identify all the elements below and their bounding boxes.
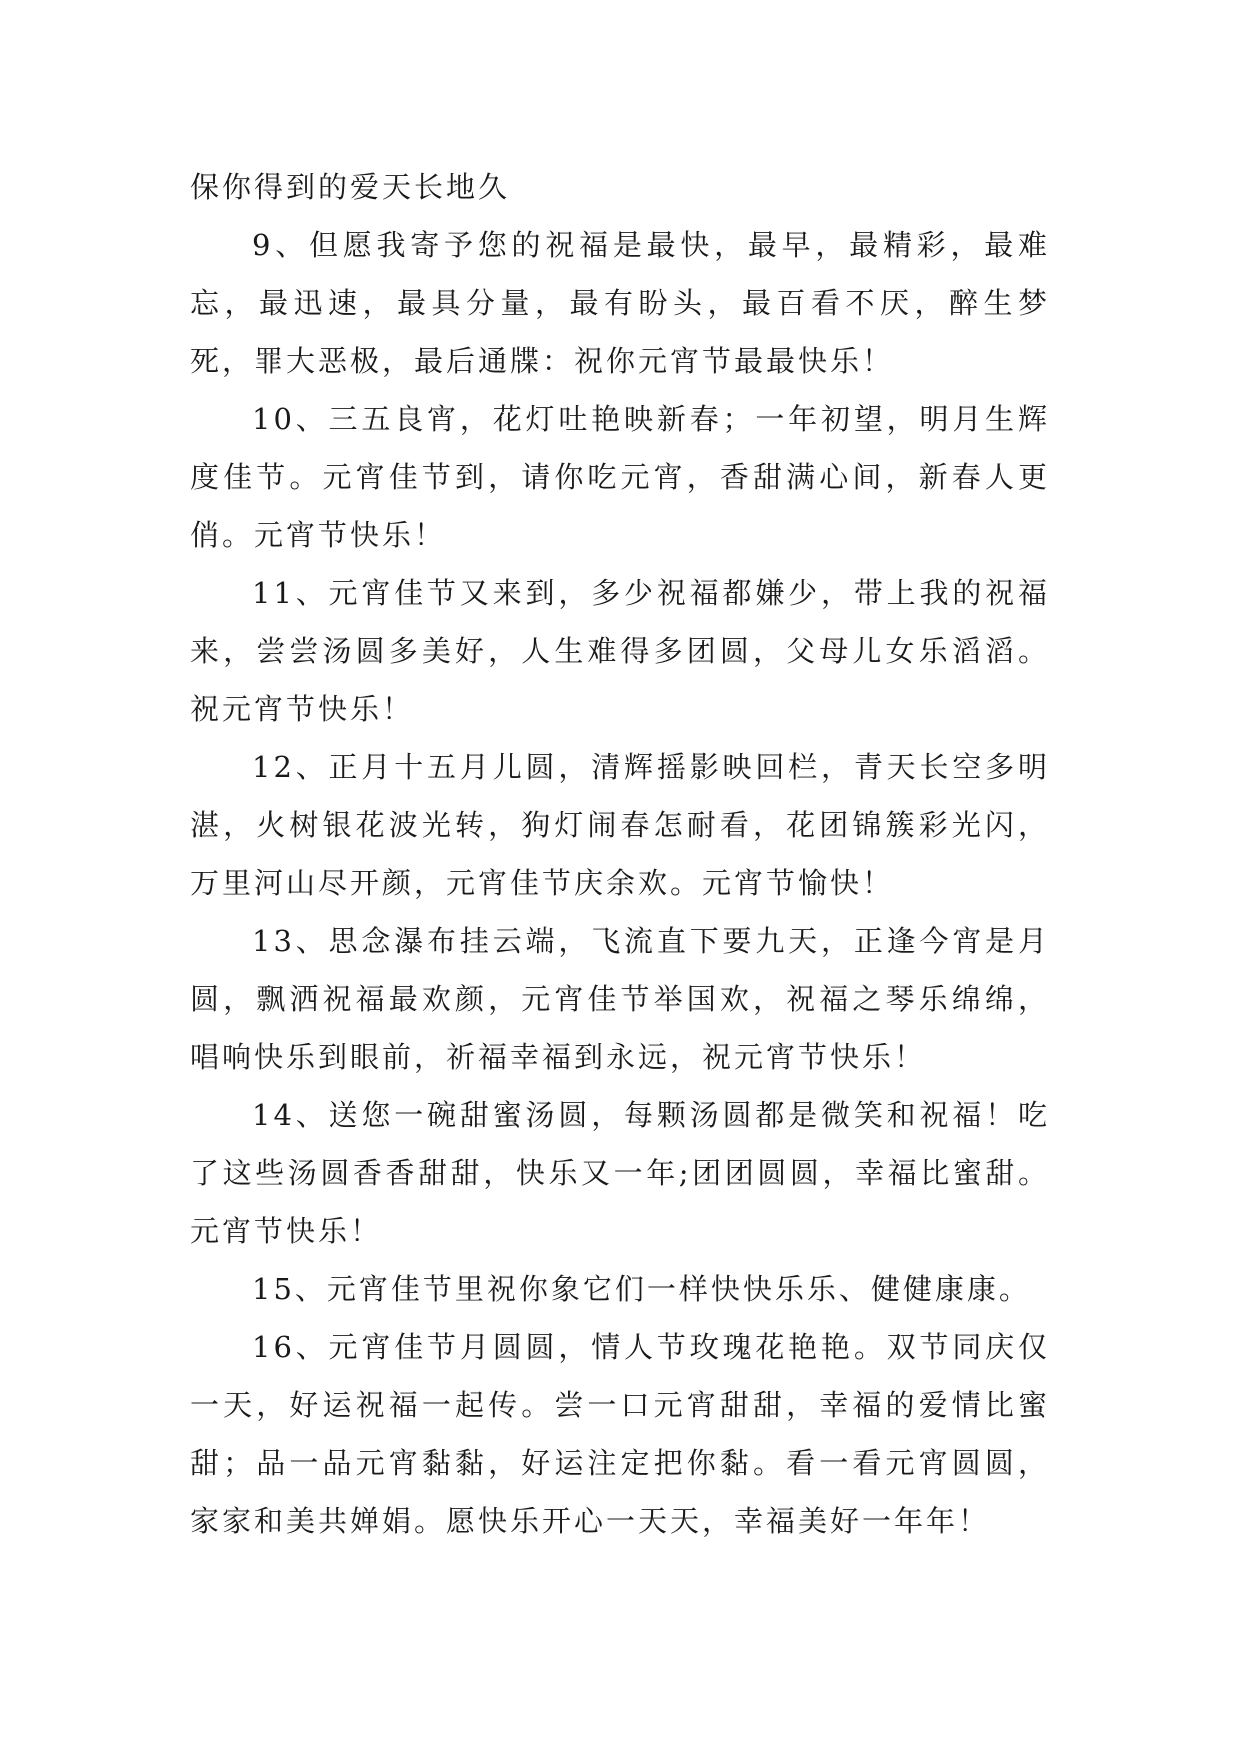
paragraph-item-10: 10、三五良宵，花灯吐艳映新春；一年初望，明月生辉度佳节。元宵佳节到，请你吃元宵，香甜满心间，新春人更俏。元宵节快乐！ xyxy=(190,402,1050,552)
paragraph-item-15: 15、元宵佳节里祝你象它们一样快快乐乐、健健康康。 xyxy=(252,1272,1031,1306)
paragraph-item-12: 12、正月十五月儿圆，清辉摇影映回栏，青天长空多明湛，火树银花波光转，狗灯闹春怎耐看，花团锦簇彩光闪，万里河山尽开颜，元宵佳节庆余欢。元宵节愉快！ xyxy=(190,750,1050,900)
paragraph-item-14: 14、送您一碗甜蜜汤圆，每颗汤圆都是微笑和祝福！吃了这些汤圆香香甜甜，快乐又一年;团团圆圆，幸福比蜜甜。元宵节快乐！ xyxy=(190,1098,1050,1248)
paragraph-continued: 保你得到的爱天长地久 xyxy=(190,170,511,204)
document-body xyxy=(190,158,1050,1550)
paragraph-item-9: 9、但愿我寄予您的祝福是最快，最早，最精彩，最难忘，最迅速，最具分量，最有盼头，最百看不厌，醉生梦死，罪大恶极，最后通牒：祝你元宵节最最快乐！ xyxy=(190,228,1050,378)
paragraph-item-16: 16、元宵佳节月圆圆，情人节玫瑰花艳艳。双节同庆仅一天，好运祝福一起传。尝一口元宵甜甜，幸福的爱情比蜜甜；品一品元宵黏黏，好运注定把你黏。看一看元宵圆圆，家家和美共婵娟。愿快乐开心一天天，幸福美好一年年！ xyxy=(190,1330,1050,1538)
paragraph-item-11: 11、元宵佳节又来到，多少祝福都嫌少，带上我的祝福来，尝尝汤圆多美好，人生难得多团圆，父母儿女乐滔滔。祝元宵节快乐！ xyxy=(190,576,1050,726)
paragraph-item-13: 13、思念瀑布挂云端，飞流直下要九天，正逢今宵是月圆，飘洒祝福最欢颜，元宵佳节举国欢，祝福之琴乐绵绵，唱响快乐到眼前，祈福幸福到永远，祝元宵节快乐！ xyxy=(190,924,1050,1074)
